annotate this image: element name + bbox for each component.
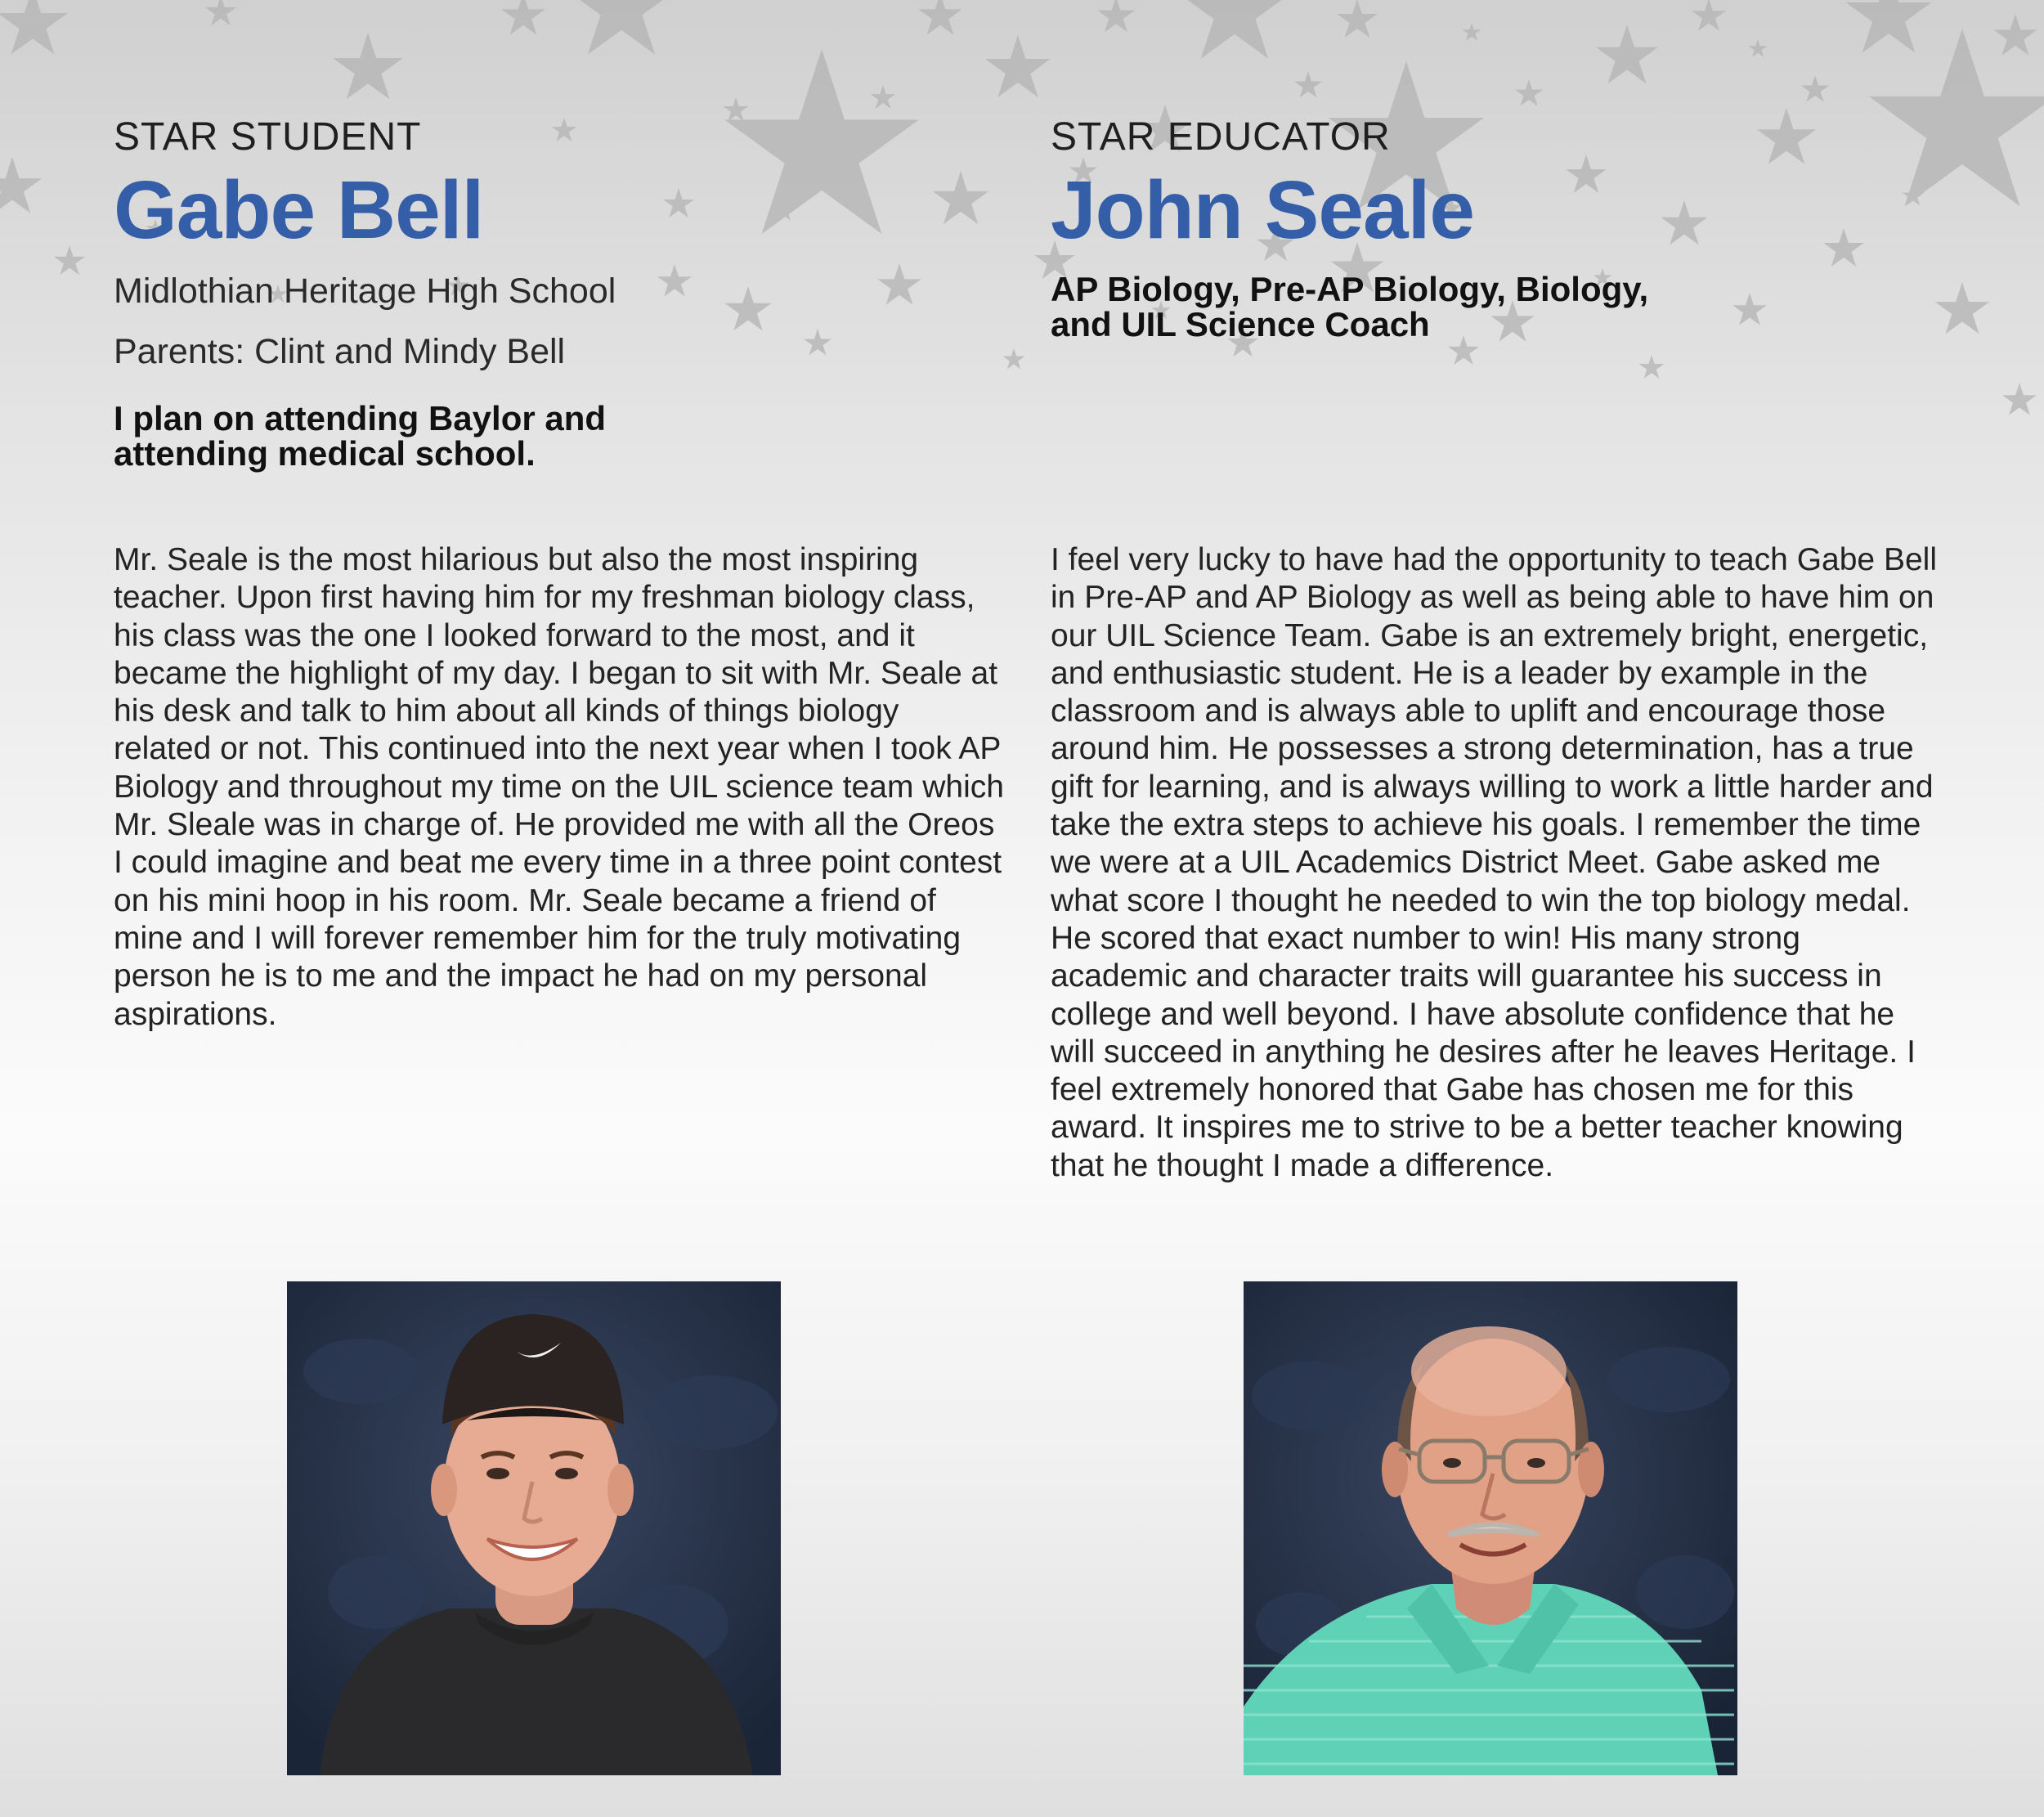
- student-portrait: [287, 1281, 781, 1775]
- educator-essay: I feel very lucky to have had the opportunity to teach Gabe Bell in Pre-AP and AP Biology as well as being able to have him on our UIL Science Team. Gabe is an extremely bright, energetic, and enthusiastic student. He is a leader by example in the classroom and is always able to uplift and encourage those around him. He possesses a strong determination, has a true gift for learning, and is always willing to work a little harder and take the extra steps to achieve his goals. I remember the time we were at a UIL Academics District Meet. Gabe asked me what score I thought he needed to win the top biology medal. He scored that exact number to win! His many strong academic and character traits will guarantee his success in college and well beyond. I have absolute confidence that he will succeed in anything he desires after he leaves Heritage. I feel extremely honored that Gabe has chosen me for this award. It inspires me to strive to be a better teacher knowing that he thought I made a difference.: [1051, 542, 1937, 1183]
- student-name: Gabe Bell: [114, 164, 484, 256]
- educator-column: [1051, 114, 1942, 342]
- educator-name: John Seale: [1051, 164, 1474, 256]
- educator-portrait: [1244, 1281, 1737, 1775]
- student-plans: I plan on attending Baylor and attending medical school.: [114, 399, 607, 473]
- educator-section-label: STAR EDUCATOR: [1051, 115, 1391, 159]
- student-essay: Mr. Seale is the most hilarious but also the most inspiring teacher. Upon first having him for my freshman biology class, his class was the one I looked forward to the most, and it became the highlight of my day. I began to sit with Mr. Seale at his desk and talk to him about all kinds of things biology related or not. This continued into the next year when I took AP Biology and throughout my time on the UIL science team which Mr. Sleale was in charge of. He provided me with all the Oreos I could imagine and beat me every time in a three point contest on his mini hoop in his room. Mr. Seale became a friend of mine and I will forever remember him for the truly motivating person he is to me and the impact he had on my personal aspirations.: [114, 542, 1004, 1032]
- student-school: Midlothian Heritage High School: [114, 271, 616, 311]
- student-parents: Parents: Clint and Mindy Bell: [114, 332, 566, 371]
- student-section-label: STAR STUDENT: [114, 115, 422, 159]
- student-column: [114, 114, 1005, 471]
- educator-subjects: AP Biology, Pre-AP Biology, Biology, and UIL Science Coach: [1051, 270, 1649, 343]
